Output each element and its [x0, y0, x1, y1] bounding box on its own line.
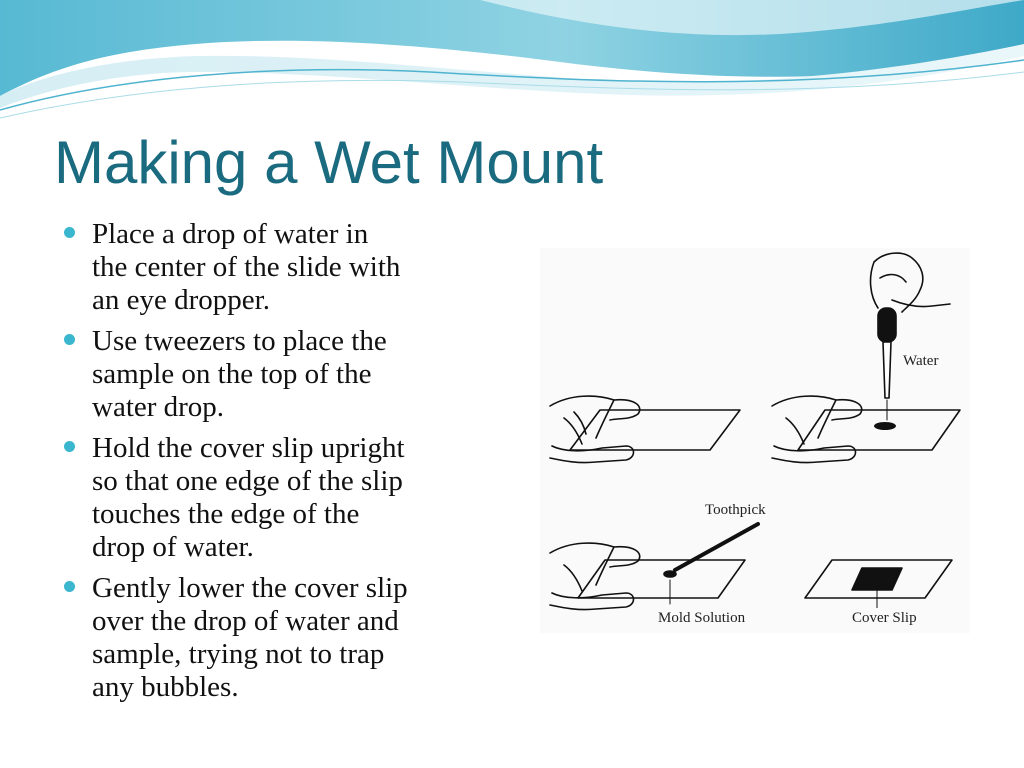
bullet-list: [62, 218, 502, 712]
bullet-text: Hold the cover slip upright so that one edge of the slip touches the edge of the drop of water.: [92, 432, 405, 563]
water-label: Water: [903, 353, 939, 369]
bullet-item: [62, 572, 502, 704]
bullet-text: Gently lower the cover slip over the drop of water and sample, trying not to trap any bubbles.: [92, 572, 408, 703]
bullet-dot-icon: [64, 581, 75, 592]
panel-hand-holding-slide: [550, 396, 740, 462]
bullet-item: [62, 218, 502, 317]
dropper-bulb-icon: [878, 308, 896, 342]
bullet-dot-icon: [64, 227, 75, 238]
panel-add-sample: [550, 524, 758, 610]
glass-slide: [578, 560, 745, 598]
slide-title: Making a Wet Mount: [54, 129, 604, 196]
cover-slip-label: Cover Slip: [852, 610, 917, 626]
header-wave-decoration: [0, 0, 1024, 120]
hand-icon: [772, 396, 862, 462]
panel-cover-slip: [805, 560, 952, 608]
mold-solution-label: Mold Solution: [658, 610, 746, 626]
bullet-text: Use tweezers to place the sample on the top of the water drop.: [92, 325, 387, 423]
dropper-hand-icon: [871, 253, 950, 312]
bullet-text: Place a drop of water in the center of the slide with an eye dropper.: [92, 218, 401, 316]
mold-drop-icon: [664, 571, 676, 577]
bullet-dot-icon: [64, 441, 75, 452]
bullet-item: [62, 325, 502, 424]
dropper-tube-icon: [883, 342, 891, 398]
hand-icon: [550, 396, 640, 462]
bullet-item: [62, 432, 502, 564]
toothpick-icon: [675, 524, 758, 570]
toothpick-label: Toothpick: [705, 502, 766, 518]
bullet-dot-icon: [64, 334, 75, 345]
glass-slide: [570, 410, 740, 450]
cover-slip-icon: [852, 568, 902, 590]
wet-mount-illustration: [540, 248, 970, 633]
hand-icon: [550, 543, 640, 609]
water-drop-icon: [874, 422, 896, 430]
